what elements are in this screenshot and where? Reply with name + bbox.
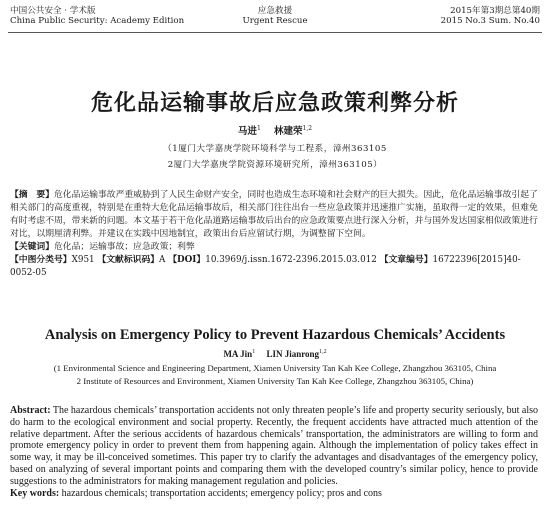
cn-affiliation-1: （1厦门大学嘉庚学院环境科学与工程系，漳州363105 <box>163 144 387 154</box>
cn-abstract <box>10 189 538 241</box>
cn-abstract-block <box>10 189 538 280</box>
doi-label: 【DOI】 <box>168 255 206 265</box>
en-abstract-block <box>10 405 538 499</box>
en-affiliation-2: 2 Institute of Resources and Environment, Xiamen University Tan Kah Kee College, Zhangzhou 363105, China) <box>76 376 474 386</box>
journal-name-cn: 中国公共安全 · 学术版 <box>10 6 96 16</box>
cn-identifiers <box>10 254 538 280</box>
cn-author-1: 马进 <box>237 126 257 137</box>
en-keywords-label: Key words: <box>10 487 60 499</box>
cn-keywords-text: 危化品；运输事故；应急政策；利弊 <box>54 242 195 252</box>
en-keywords <box>10 488 538 500</box>
cn-title: 危化品运输事故后应急政策利弊分析 <box>90 90 459 116</box>
en-title: Analysis on Emergency Policy to Prevent Hazardous Chemicals’ Accidents <box>44 327 506 343</box>
doc-code-label: 【文献标识码】 <box>97 255 160 265</box>
section-name-cn: 应急救援 <box>257 6 293 16</box>
en-abstract-text: The hazardous chemicals’ transportation accidents not only threaten people’s life and property security seriously, but also do harm to the ecological environment and social property. Recently, the frequent accidents have attracted much attention of the relative department. After the serious accidents of hazardous chemicals’ transportation, the administrators are willing to form and promote emergency policy in order to prevent them from happening again. Although the implementation of policy takes effect in some way, it may be ill-conceived sometimes. This paper try to clarify the advantages and disadvantages of the emergency policy, based on analyzing of several important points and comparing them with the developed country’s similar policy, hence to provide suggestions to the administrators for making management regulation and policies. <box>10 405 538 487</box>
en-author-2-affil: 1,2 <box>319 349 327 355</box>
en-authors <box>0 349 550 359</box>
article-number-value: 16722396[2015]40-0052-05 <box>10 255 521 278</box>
issue-en: 2015 No.3 Sum. No.40 <box>440 16 540 26</box>
cn-authors <box>0 123 550 137</box>
en-author-2: LIN Jianrong <box>266 349 320 359</box>
en-author-1: MA Jin <box>223 349 253 359</box>
header-rule <box>8 32 542 33</box>
section-name-en: Urgent Rescue <box>242 16 308 26</box>
en-abstract <box>10 405 538 488</box>
issue-cn: 2015年第3期总第40期 <box>450 6 540 16</box>
cn-keywords-label: 【关键词】 <box>10 242 54 252</box>
cn-abstract-text: 危化品运输事故严重威胁到了人民生命财产安全，同时也造成生态环境和社会财产的巨大损失。因此，危化品运输事故引起了相关部门的高度重视，特别是在重特大危化品运输事故后，相关部门往往出台一些应急政策并迅速推广实施，虽取得一定的效果，但难免有时考虑不周，带来新的问题。本文基于若干危化品道路运输事故后出台的应急政策要点进行深入分析，并与国外发达国家相似政策进行对比，以期厘清利弊。并建议在实践中因地制宜，政策出台后应留试行期，为调整留下空间。 <box>10 190 538 239</box>
cn-author-1-affil: 1 <box>256 124 261 132</box>
journal-name-en: China Public Security: Academy Edition <box>10 16 185 26</box>
article-number-label: 【文章编号】 <box>379 255 433 265</box>
cn-author-2: 林建荣 <box>274 126 303 137</box>
en-keywords-text: hazardous chemicals; transportation accidents; emergency policy; pros and cons <box>61 487 382 499</box>
cn-keywords <box>10 241 538 254</box>
cn-abstract-label: 【摘 要】 <box>10 190 54 200</box>
en-abstract-label: Abstract: <box>10 405 51 416</box>
en-author-1-affil: 1 <box>252 349 256 355</box>
doi-value: 10.3969/j.issn.1672-2396.2015.03.012 <box>205 255 377 265</box>
cn-affiliation-2: 2厦门大学嘉庚学院资源环境研究所，漳州363105） <box>167 160 383 170</box>
header-issue <box>441 6 540 26</box>
doc-code-value: A <box>159 255 166 265</box>
en-affiliation-1: (1 Environmental Science and Engineering Department, Xiamen University Tan Kah Kee College, Zhangzhou 363105, China <box>53 363 497 373</box>
clc-value: X951 <box>71 255 95 265</box>
clc-label: 【中图分类号】 <box>10 255 72 265</box>
cn-author-2-affil: 1,2 <box>302 124 313 132</box>
